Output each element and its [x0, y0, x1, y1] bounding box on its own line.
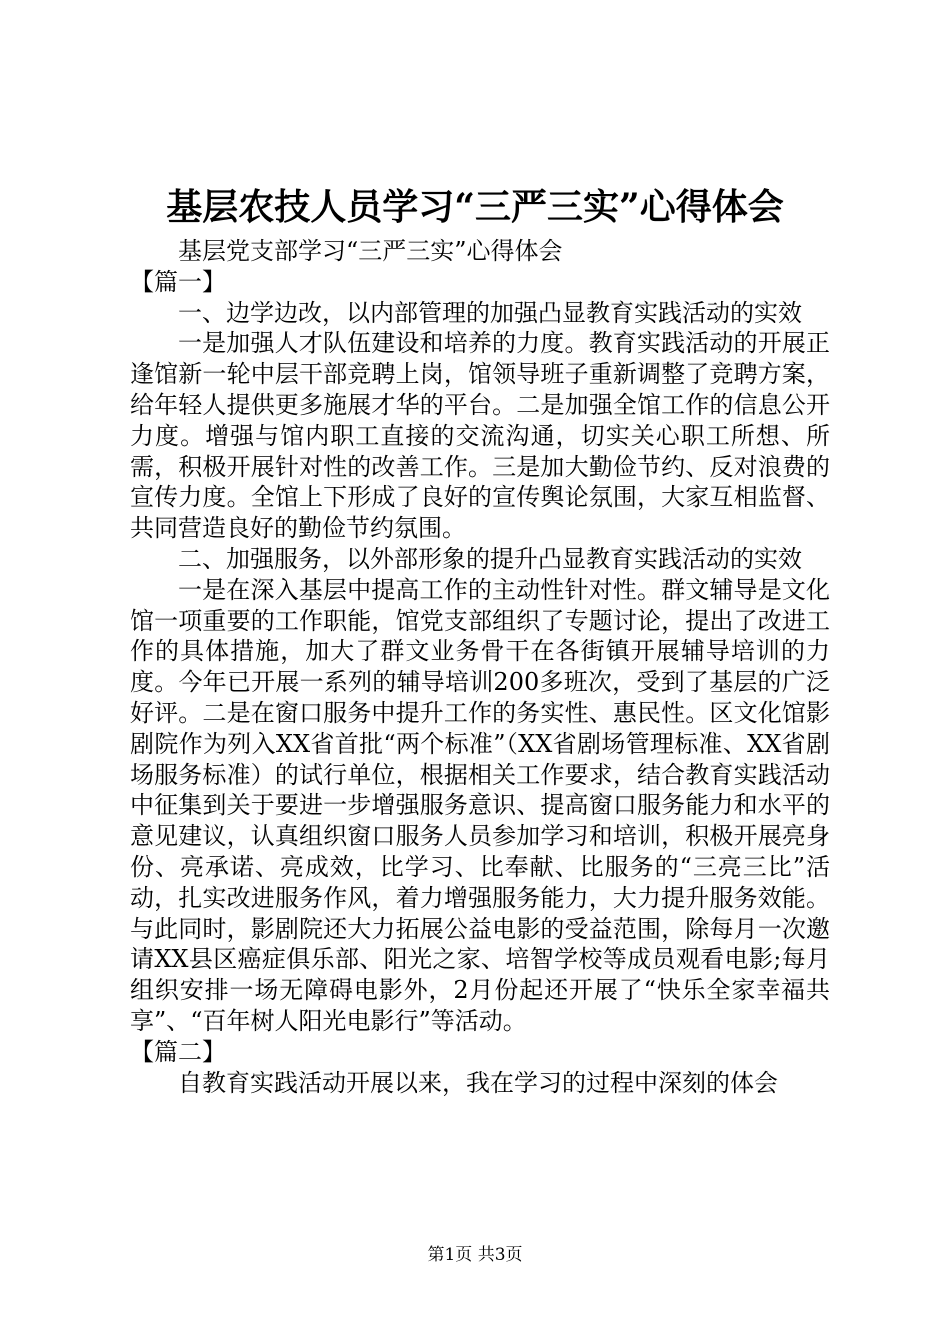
heading-paragraph-1: 一、边学边改，以内部管理的加强凸显教育实践活动的实效: [178, 298, 802, 327]
body-paragraph-2: 一是在深入基层中提高工作的主动性针对性。群文辅导是文化馆一项重要的工作职能，馆党支部组织了专题讨论，提出了改进工作的具体措施，加大了群文业务骨干在各街镇开展辅导培训的力度。今年已开展一系列的辅导培训200多班次，受到了基层的广泛好评。二是在窗口服务中提升工作的务实性、惠民性。区文化馆影剧院作为列入XX省首批“两个标准”（XX省剧场管理标准、XX省剧场服务标准）的试行单位，根据相关工作要求，结合教育实践活动中征集到关于要进一步增强服务意识、提高窗口服务能力和水平的意见建议，认真组织窗口服务人员参加学习和培训，积极开展亮身份、亮承诺、亮成效，比学习、比奉献、比服务的“三亮三比”活动，扎实改进服务作风，着力增强服务能力，大力提升服务效能。与此同时，影剧院还大力拓展公益电影的受益范围，除每月一次邀请XX县区癌症俱乐部、阳光之家、培智学校等成员观看电影;每月组织安排一场无障碍电影外，2月份起还开展了“快乐全家幸福共享”、“百年树人阳光电影行”等活动。: [130, 575, 830, 1035]
heading-paragraph-2: 二、加强服务，以外部形象的提升凸显教育实践活动的实效: [178, 544, 802, 573]
subtitle-paragraph: 基层党支部学习“三严三实”心得体会: [178, 237, 563, 265]
section-heading-1: 【篇一】: [130, 267, 226, 296]
document-body: [130, 236, 830, 1098]
page-footer: 第1页 共3页: [427, 1245, 523, 1265]
document-title: 基层农技人员学习“三严三实”心得体会: [166, 186, 784, 228]
body-paragraph-3: 自教育实践活动开展以来，我在学习的过程中深刻的体会: [178, 1068, 778, 1097]
body-paragraph-1: 一是加强人才队伍建设和培养的力度。教育实践活动的开展正逢馆新一轮中层干部竞聘上岗，馆领导班子重新调整了竞聘方案，给年轻人提供更多施展才华的平台。二是加强全馆工作的信息公开力度。增强与馆内职工直接的交流沟通，切实关心职工所想、所需，积极开展针对性的改善工作。三是加大勤俭节约、反对浪费的宣传力度。全馆上下形成了良好的宣传舆论氛围，大家互相监督、共同营造良好的勤俭节约氛围。: [130, 329, 830, 543]
section-heading-2: 【篇二】: [130, 1037, 226, 1066]
